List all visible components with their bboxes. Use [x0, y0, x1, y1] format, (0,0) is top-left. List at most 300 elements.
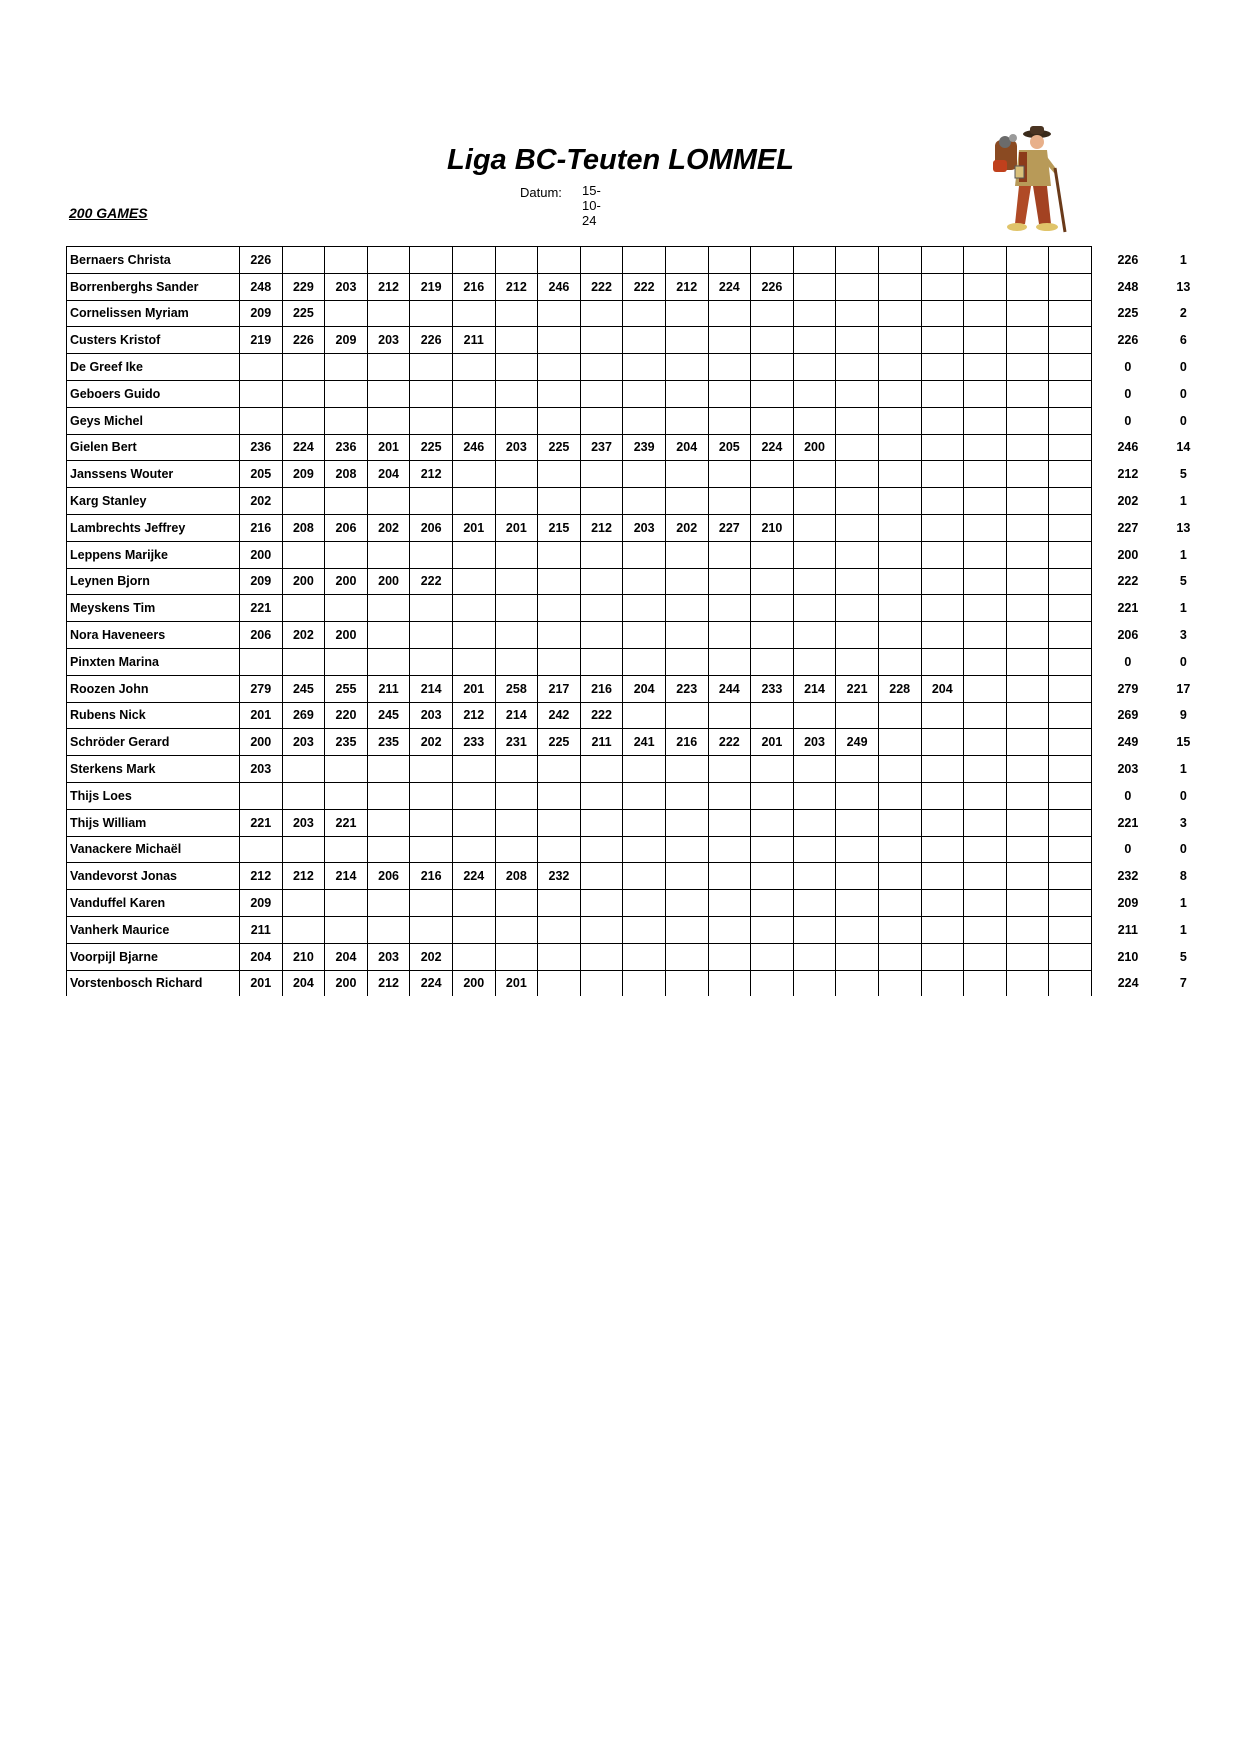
- player-name: De Greef Ike: [67, 354, 240, 381]
- game-score-cell: [282, 890, 325, 917]
- table-row: [67, 622, 1219, 649]
- game-score-cell: 239: [623, 434, 666, 461]
- game-score-cell: 200: [240, 541, 283, 568]
- game-score-cell: 211: [240, 916, 283, 943]
- game-score-cell: [836, 863, 879, 890]
- column-gap: [1091, 461, 1108, 488]
- game-score-cell: 212: [367, 273, 410, 300]
- game-score-cell: [452, 461, 495, 488]
- game-score-cell: 237: [580, 434, 623, 461]
- game-score-cell: [623, 943, 666, 970]
- game-score-cell: 222: [623, 273, 666, 300]
- game-score-cell: 212: [452, 702, 495, 729]
- game-score-cell: [921, 970, 964, 996]
- game-score-cell: 206: [240, 622, 283, 649]
- game-score-cell: [452, 836, 495, 863]
- game-score-cell: 201: [240, 970, 283, 996]
- game-count: 1: [1179, 547, 1187, 562]
- game-score-cell: [793, 943, 836, 970]
- game-score-cell: 212: [580, 514, 623, 541]
- game-score-cell: [495, 943, 538, 970]
- game-score-cell: [325, 247, 368, 274]
- game-score-cell: 203: [410, 702, 453, 729]
- game-score-cell: [410, 782, 453, 809]
- game-score-cell: [580, 327, 623, 354]
- game-score-cell: [1049, 970, 1092, 996]
- game-score-cell: [878, 273, 921, 300]
- game-score-cell: [793, 782, 836, 809]
- game-score-cell: [1049, 595, 1092, 622]
- game-score-cell: [878, 488, 921, 515]
- game-score-cell: 205: [708, 434, 751, 461]
- game-score-cell: [878, 756, 921, 783]
- game-score-cell: [1006, 461, 1049, 488]
- game-score-cell: [580, 836, 623, 863]
- game-score-cell: [282, 354, 325, 381]
- game-score-cell: [964, 648, 1007, 675]
- high-score: 269: [1117, 708, 1139, 723]
- game-score-cell: [878, 327, 921, 354]
- game-score-cell: [1049, 648, 1092, 675]
- high-score: 212: [1117, 467, 1139, 482]
- column-gap: [1091, 648, 1108, 675]
- game-score-cell: [367, 488, 410, 515]
- game-score-cell: [793, 756, 836, 783]
- game-score-cell: [623, 782, 666, 809]
- game-score-cell: [1006, 916, 1049, 943]
- game-score-cell: [751, 327, 794, 354]
- player-name: Rubens Nick: [67, 702, 240, 729]
- game-score-cell: [665, 595, 708, 622]
- game-score-cell: [452, 354, 495, 381]
- game-score-cell: [708, 461, 751, 488]
- game-score-cell: 221: [836, 675, 879, 702]
- game-score-cell: [1049, 782, 1092, 809]
- game-score-cell: [878, 300, 921, 327]
- column-gap: [1091, 327, 1108, 354]
- game-score-cell: 212: [240, 863, 283, 890]
- game-score-cell: [751, 836, 794, 863]
- player-name: Vanduffel Karen: [67, 890, 240, 917]
- game-score-cell: [751, 541, 794, 568]
- game-score-cell: [452, 890, 495, 917]
- game-score-cell: [964, 247, 1007, 274]
- game-score-cell: [410, 836, 453, 863]
- game-score-cell: 221: [325, 809, 368, 836]
- game-score-cell: [964, 461, 1007, 488]
- game-score-cell: [452, 782, 495, 809]
- game-score-cell: [367, 407, 410, 434]
- game-score-cell: 200: [282, 568, 325, 595]
- high-score: 210: [1117, 949, 1139, 964]
- game-score-cell: [580, 300, 623, 327]
- game-score-cell: [495, 354, 538, 381]
- game-score-cell: [921, 943, 964, 970]
- game-score-cell: [751, 461, 794, 488]
- game-score-cell: [878, 782, 921, 809]
- game-score-cell: 206: [367, 863, 410, 890]
- game-score-cell: [1049, 514, 1092, 541]
- game-score-cell: 205: [240, 461, 283, 488]
- game-score-cell: 225: [282, 300, 325, 327]
- game-score-cell: 219: [410, 273, 453, 300]
- game-count: 1: [1179, 601, 1187, 616]
- game-score-cell: [1049, 890, 1092, 917]
- game-score-cell: [367, 916, 410, 943]
- game-score-cell: [452, 756, 495, 783]
- game-score-cell: 208: [282, 514, 325, 541]
- game-score-cell: [1049, 702, 1092, 729]
- high-score: 0: [1124, 842, 1132, 857]
- game-score-cell: [665, 568, 708, 595]
- game-score-cell: 212: [495, 273, 538, 300]
- game-count: 1: [1179, 896, 1187, 911]
- game-count: 3: [1179, 815, 1187, 830]
- game-count: 7: [1179, 976, 1187, 991]
- game-score-cell: [921, 916, 964, 943]
- game-score-cell: 208: [495, 863, 538, 890]
- table-row: [67, 380, 1219, 407]
- game-score-cell: [410, 595, 453, 622]
- game-score-cell: [367, 648, 410, 675]
- game-score-cell: [1049, 300, 1092, 327]
- game-score-cell: [751, 488, 794, 515]
- game-score-cell: [836, 916, 879, 943]
- game-score-cell: 212: [367, 970, 410, 996]
- game-score-cell: [878, 702, 921, 729]
- game-score-cell: [282, 782, 325, 809]
- game-score-cell: [878, 595, 921, 622]
- game-score-cell: [325, 756, 368, 783]
- game-score-cell: 204: [623, 675, 666, 702]
- game-score-cell: 203: [367, 943, 410, 970]
- game-score-cell: [708, 809, 751, 836]
- game-score-cell: [878, 863, 921, 890]
- game-score-cell: 224: [282, 434, 325, 461]
- game-score-cell: [836, 622, 879, 649]
- game-score-cell: [1006, 702, 1049, 729]
- game-score-cell: [708, 541, 751, 568]
- game-score-cell: 204: [240, 943, 283, 970]
- game-score-cell: [1049, 247, 1092, 274]
- game-score-cell: 222: [580, 273, 623, 300]
- game-score-cell: 212: [410, 461, 453, 488]
- game-score-cell: [452, 380, 495, 407]
- game-score-cell: [878, 380, 921, 407]
- game-score-cell: [410, 890, 453, 917]
- game-score-cell: [410, 407, 453, 434]
- game-score-cell: [452, 300, 495, 327]
- player-name: Vanherk Maurice: [67, 916, 240, 943]
- game-score-cell: [495, 300, 538, 327]
- table-row: [67, 729, 1219, 756]
- game-score-cell: 215: [538, 514, 581, 541]
- game-score-cell: [495, 247, 538, 274]
- game-score-cell: [921, 595, 964, 622]
- game-score-cell: [623, 916, 666, 943]
- game-score-cell: [793, 702, 836, 729]
- game-score-cell: [751, 407, 794, 434]
- high-score: 227: [1117, 520, 1139, 535]
- high-score: 246: [1117, 440, 1139, 455]
- game-score-cell: 214: [325, 863, 368, 890]
- game-score-cell: 222: [580, 702, 623, 729]
- game-score-cell: [921, 890, 964, 917]
- game-score-cell: 202: [410, 729, 453, 756]
- game-score-cell: 223: [665, 675, 708, 702]
- game-score-cell: [325, 407, 368, 434]
- game-score-cell: 203: [367, 327, 410, 354]
- game-score-cell: [793, 273, 836, 300]
- game-score-cell: 233: [751, 675, 794, 702]
- player-name: Custers Kristof: [67, 327, 240, 354]
- game-score-cell: 249: [836, 729, 879, 756]
- game-count: 13: [1176, 279, 1191, 294]
- game-score-cell: [836, 890, 879, 917]
- game-score-cell: [793, 890, 836, 917]
- game-score-cell: [282, 488, 325, 515]
- game-score-cell: 208: [325, 461, 368, 488]
- game-score-cell: [878, 970, 921, 996]
- game-score-cell: 212: [282, 863, 325, 890]
- game-score-cell: [538, 354, 581, 381]
- high-score: 0: [1124, 788, 1132, 803]
- game-score-cell: [836, 809, 879, 836]
- column-gap: [1091, 622, 1108, 649]
- game-score-cell: [793, 863, 836, 890]
- game-score-cell: [836, 273, 879, 300]
- game-score-cell: 216: [665, 729, 708, 756]
- page-title: Liga BC-Teuten LOMMEL: [447, 144, 794, 176]
- game-count: 3: [1179, 628, 1187, 643]
- game-score-cell: [665, 354, 708, 381]
- game-score-cell: [1049, 943, 1092, 970]
- game-score-cell: [964, 273, 1007, 300]
- table-row: [67, 809, 1219, 836]
- game-score-cell: [580, 970, 623, 996]
- game-score-cell: [793, 568, 836, 595]
- game-score-cell: [964, 675, 1007, 702]
- game-score-cell: [964, 354, 1007, 381]
- game-score-cell: [367, 354, 410, 381]
- game-score-cell: [623, 756, 666, 783]
- game-score-cell: 229: [282, 273, 325, 300]
- game-score-cell: [836, 407, 879, 434]
- game-score-cell: 221: [240, 809, 283, 836]
- game-score-cell: [708, 407, 751, 434]
- game-score-cell: 206: [410, 514, 453, 541]
- game-score-cell: [751, 247, 794, 274]
- column-gap: [1091, 541, 1108, 568]
- game-score-cell: [836, 541, 879, 568]
- game-score-cell: [282, 648, 325, 675]
- game-score-cell: [580, 247, 623, 274]
- game-score-cell: 241: [623, 729, 666, 756]
- game-score-cell: [495, 622, 538, 649]
- game-score-cell: [708, 890, 751, 917]
- table-row: [67, 407, 1219, 434]
- game-score-cell: 209: [240, 568, 283, 595]
- game-score-cell: [1006, 300, 1049, 327]
- player-name: Vanackere Michaël: [67, 836, 240, 863]
- game-score-cell: [538, 970, 581, 996]
- game-score-cell: 226: [751, 273, 794, 300]
- game-score-cell: 216: [580, 675, 623, 702]
- game-score-cell: [793, 514, 836, 541]
- table-row: [67, 863, 1219, 890]
- game-score-cell: [538, 541, 581, 568]
- game-score-cell: [793, 327, 836, 354]
- game-score-cell: [793, 354, 836, 381]
- game-score-cell: [921, 434, 964, 461]
- game-score-cell: [921, 380, 964, 407]
- game-score-cell: 200: [793, 434, 836, 461]
- game-score-cell: 226: [240, 247, 283, 274]
- column-gap: [1091, 434, 1108, 461]
- game-count: 13: [1176, 520, 1191, 535]
- game-score-cell: [538, 809, 581, 836]
- column-gap: [1091, 836, 1108, 863]
- table-row: [67, 702, 1219, 729]
- game-score-cell: [580, 380, 623, 407]
- game-score-cell: [623, 890, 666, 917]
- game-score-cell: [964, 380, 1007, 407]
- player-name: Gielen Bert: [67, 434, 240, 461]
- game-score-cell: [1006, 380, 1049, 407]
- game-score-cell: [623, 595, 666, 622]
- player-name: Karg Stanley: [67, 488, 240, 515]
- high-score: 0: [1124, 413, 1132, 428]
- game-score-cell: [878, 247, 921, 274]
- game-score-cell: 211: [367, 675, 410, 702]
- game-score-cell: [452, 568, 495, 595]
- game-score-cell: 224: [708, 273, 751, 300]
- game-score-cell: [921, 327, 964, 354]
- game-score-cell: [580, 488, 623, 515]
- game-score-cell: [410, 354, 453, 381]
- game-score-cell: [793, 836, 836, 863]
- table-row: [67, 916, 1219, 943]
- game-score-cell: [623, 648, 666, 675]
- game-score-cell: [964, 568, 1007, 595]
- game-score-cell: [836, 434, 879, 461]
- game-score-cell: [921, 514, 964, 541]
- game-score-cell: [1006, 863, 1049, 890]
- game-score-cell: [452, 595, 495, 622]
- game-score-cell: 201: [367, 434, 410, 461]
- game-score-cell: [325, 300, 368, 327]
- game-score-cell: 202: [282, 622, 325, 649]
- table-row: [67, 756, 1219, 783]
- game-score-cell: 235: [367, 729, 410, 756]
- game-score-cell: [240, 380, 283, 407]
- game-score-cell: [878, 434, 921, 461]
- game-score-cell: [964, 541, 1007, 568]
- game-score-cell: [1049, 863, 1092, 890]
- game-score-cell: [751, 648, 794, 675]
- game-score-cell: [836, 970, 879, 996]
- game-score-cell: [964, 836, 1007, 863]
- game-score-cell: 201: [452, 514, 495, 541]
- game-score-cell: [580, 622, 623, 649]
- column-gap: [1091, 595, 1108, 622]
- game-score-cell: [452, 648, 495, 675]
- game-score-cell: 236: [240, 434, 283, 461]
- game-score-cell: 211: [580, 729, 623, 756]
- game-score-cell: [878, 729, 921, 756]
- game-score-cell: [836, 380, 879, 407]
- game-score-cell: 279: [240, 675, 283, 702]
- high-score: 222: [1117, 574, 1139, 589]
- game-score-cell: [751, 702, 794, 729]
- game-score-cell: 216: [410, 863, 453, 890]
- high-score: 203: [1117, 762, 1139, 777]
- column-gap: [1091, 916, 1108, 943]
- game-score-cell: 232: [538, 863, 581, 890]
- high-score: 0: [1124, 654, 1132, 669]
- game-score-cell: 200: [325, 568, 368, 595]
- game-score-cell: [495, 648, 538, 675]
- game-score-cell: [538, 648, 581, 675]
- game-score-cell: [665, 622, 708, 649]
- game-score-cell: [580, 568, 623, 595]
- column-gap: [1091, 514, 1108, 541]
- game-score-cell: [708, 648, 751, 675]
- game-score-cell: 204: [367, 461, 410, 488]
- game-count: 2: [1179, 306, 1187, 321]
- game-score-cell: [964, 890, 1007, 917]
- game-score-cell: [793, 809, 836, 836]
- game-score-cell: [495, 756, 538, 783]
- game-count: 0: [1179, 413, 1187, 428]
- game-score-cell: [836, 354, 879, 381]
- game-score-cell: 246: [538, 273, 581, 300]
- game-score-cell: [580, 648, 623, 675]
- game-score-cell: 201: [495, 970, 538, 996]
- game-score-cell: [836, 943, 879, 970]
- game-score-cell: [878, 461, 921, 488]
- game-count: 0: [1179, 654, 1187, 669]
- game-score-cell: [282, 756, 325, 783]
- game-score-cell: [452, 407, 495, 434]
- high-score: 226: [1117, 252, 1139, 267]
- game-score-cell: [665, 863, 708, 890]
- column-gap: [1091, 756, 1108, 783]
- player-name: Thijs William: [67, 809, 240, 836]
- game-count: 14: [1176, 440, 1191, 455]
- game-score-cell: [367, 247, 410, 274]
- game-score-cell: [708, 943, 751, 970]
- table-row: [67, 300, 1219, 327]
- game-score-cell: [708, 622, 751, 649]
- game-score-cell: [793, 461, 836, 488]
- game-score-cell: [836, 648, 879, 675]
- game-score-cell: [964, 782, 1007, 809]
- high-score: 232: [1117, 869, 1139, 884]
- game-score-cell: [580, 809, 623, 836]
- game-score-cell: [1006, 327, 1049, 354]
- game-score-cell: [878, 541, 921, 568]
- game-score-cell: 214: [793, 675, 836, 702]
- table-row: [67, 514, 1219, 541]
- game-score-cell: [964, 514, 1007, 541]
- game-score-cell: [325, 782, 368, 809]
- game-score-cell: 200: [325, 622, 368, 649]
- game-score-cell: [836, 595, 879, 622]
- player-name: Meyskens Tim: [67, 595, 240, 622]
- game-score-cell: 209: [240, 890, 283, 917]
- game-score-cell: [793, 970, 836, 996]
